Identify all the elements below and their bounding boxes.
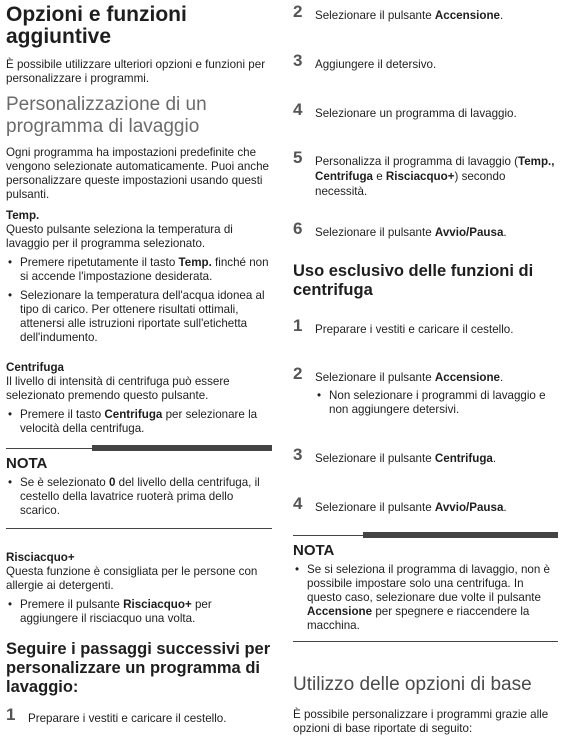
step-number: 1	[6, 705, 16, 724]
spin-step-1: 1 Preparare i vestiti e caricare il cestello.	[293, 316, 514, 336]
temp-label: Temp.	[6, 209, 40, 222]
note-bullet: • Se si seleziona il programma di lavaggio, non è possibile impostare solo una centrifuga. In questo caso, selezionare due volte il pulsante Accensione per spegnere e riaccendere la macchina.	[293, 563, 558, 633]
customize-body: Ogni programma ha impostazioni predefinite che vengono selezionate automaticamente. Puoi anche personalizzare queste impostazioni usando questi pulsanti.	[6, 146, 269, 201]
note-box	[6, 448, 272, 529]
step-number: 3	[293, 445, 303, 464]
note-bottom-rule	[293, 641, 558, 642]
page-title: Opzioni e funzioni aggiuntive	[6, 3, 187, 48]
rinse-bullet-1: • Premere il pulsante Risciacquo+ per aggiungere il risciacquo una volta.	[6, 598, 272, 626]
spin-step-3: 3 Selezionare il pulsante Centrifuga.	[293, 445, 497, 465]
spin-bullet-1: • Premere il tasto Centrifuga per selezionare la velocità della centrifuga.	[6, 408, 272, 436]
note-top-rule	[293, 535, 558, 542]
temp-desc: Questo pulsante seleziona la temperatura di lavaggio per il programma selezionato.	[6, 223, 233, 250]
spin-step-2-sub: • Non selezionare i programmi di lavaggio e non aggiungere detersivi.	[315, 389, 558, 417]
step-2: 2 Selezionare il pulsante Accensione.	[293, 2, 504, 22]
note-box-right	[293, 535, 558, 642]
step-number: 2	[293, 364, 303, 383]
spin-step-4: 4 Selezionare il pulsante Avvio/Pausa.	[293, 494, 507, 514]
spin-label: Centrifuga	[6, 361, 64, 374]
steps-heading: Seguire i passaggi successivi per personalizzare un programma di lavaggio:	[6, 640, 271, 696]
rinse-desc: Questa funzione è consigliata per le persone con allergie ai detergenti.	[6, 565, 258, 592]
step-5: 5 Personalizza il programma di lavaggio (Temp., Centrifuga e Risciacquo+) secondo necessità.	[293, 148, 555, 198]
intro-text: È possibile utilizzare ulteriori opzioni e funzioni per personalizzare i programmi.	[6, 58, 266, 85]
step-4: 4 Selezionare un programma di lavaggio.	[293, 100, 517, 120]
basic-options-heading: Utilizzo delle opzioni di base	[293, 674, 532, 695]
step-number: 6	[293, 219, 303, 238]
note-bottom-rule	[6, 528, 272, 529]
note-title: NOTA	[6, 455, 48, 472]
rinse-label: Risciacquo+	[6, 551, 75, 564]
step-number: 3	[293, 51, 303, 70]
step-number: 2	[293, 2, 303, 21]
step-number: 4	[293, 494, 303, 513]
step-1: 1 Preparare i vestiti e caricare il cestello.	[6, 705, 227, 725]
step-number: 5	[293, 148, 303, 167]
note-bullet: • Se è selezionato 0 del livello della centrifuga, il cestello della lavatrice ruoterà prima dello scarico.	[6, 476, 272, 518]
spin-only-heading: Uso esclusivo delle funzioni di centrifuga	[293, 262, 534, 299]
step-6: 6 Selezionare il pulsante Avvio/Pausa.	[293, 219, 507, 239]
note-top-rule	[6, 448, 272, 455]
right-column	[293, 0, 558, 736]
left-column	[6, 0, 272, 726]
temp-bullet-2: • Selezionare la temperatura dell'acqua idonea al tipo di carico. Per ottenere risultati ottimali, attenersi alle istruzioni riportate sull'etichetta dell'indumento.	[6, 289, 272, 345]
spin-step-2: 2 Selezionare il pulsante Accensione. • Non selezionare i programmi di lavaggio e non aggiungere detersivi.	[293, 370, 558, 417]
temp-bullet-1: • Premere ripetutamente il tasto Temp. finché non si accende l'impostazione desiderata.	[6, 256, 272, 284]
step-number: 1	[293, 316, 303, 335]
spin-desc: Il livello di intensità di centrifuga può essere selezionato premendo questo pulsante.	[6, 375, 230, 402]
step-3: 3 Aggiungere il detersivo.	[293, 51, 437, 71]
note-title: NOTA	[293, 542, 335, 559]
section-heading-customize: Personalizzazione di un programma di lavaggio	[6, 94, 207, 137]
basic-options-body: È possibile personalizzare i programmi grazie alle opzioni di base riportate di seguito:	[293, 708, 549, 735]
step-number: 4	[293, 100, 303, 119]
